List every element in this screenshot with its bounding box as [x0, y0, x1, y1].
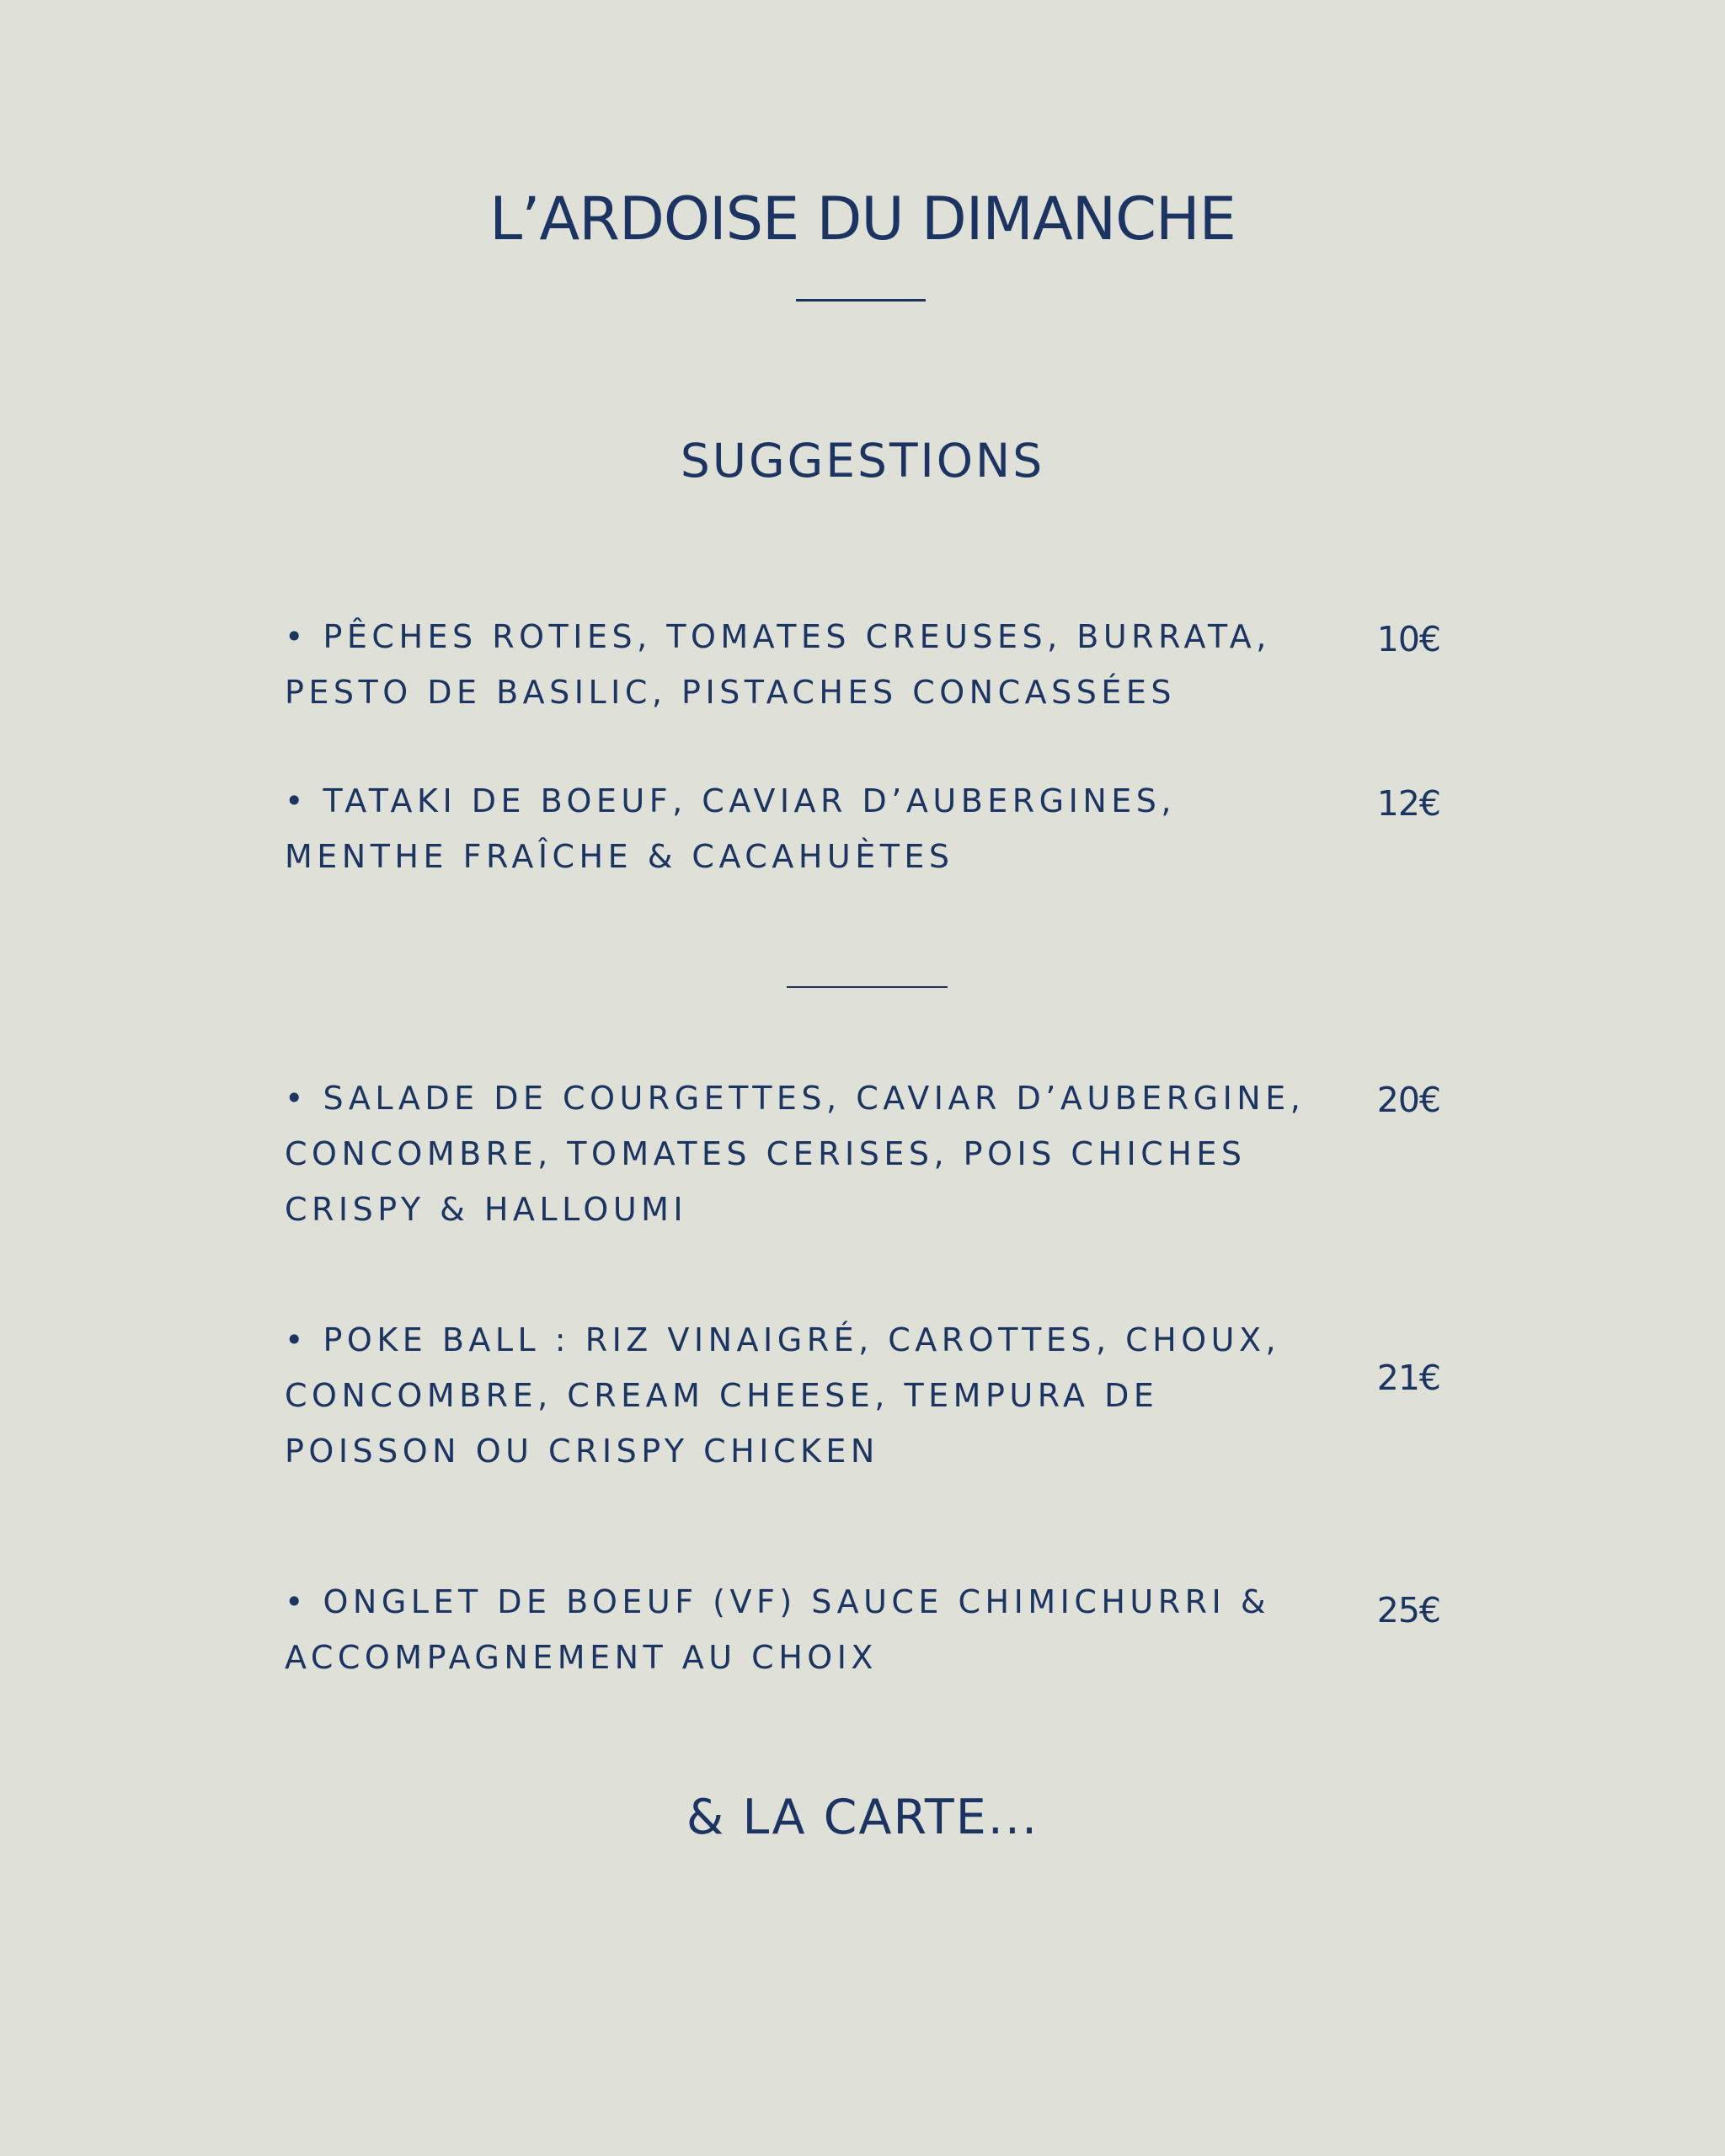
menu-item-line: • POKE BALL : RIZ VINAIGRÉ, CAROTTES, CHOUX,: [285, 1321, 1281, 1358]
section-divider: [787, 986, 948, 988]
section-heading: SUGGESTIONS: [680, 434, 1045, 488]
menu-item-description: [285, 773, 1321, 884]
menu-item-description: [285, 1574, 1321, 1685]
menu-item-description: [285, 609, 1321, 720]
menu-item-line: • TATAKI DE BOEUF, CAVIAR D’AUBERGINES,: [285, 782, 1176, 819]
menu-item-price: 12€: [1376, 783, 1440, 824]
menu-item-line: • PÊCHES ROTIES, TOMATES CREUSES, BURRATA,: [285, 618, 1271, 655]
menu-item-price: 25€: [1376, 1590, 1440, 1630]
menu-item-line: ACCOMPAGNEMENT AU CHOIX: [285, 1639, 878, 1676]
menu-item-price: 10€: [1376, 619, 1440, 659]
menu-item-line: PESTO DE BASILIC, PISTACHES CONCASSÉES: [285, 674, 1176, 711]
menu-item-line: CONCOMBRE, CREAM CHEESE, TEMPURA DE: [285, 1377, 1159, 1414]
menu-item-price: 20€: [1376, 1080, 1440, 1120]
menu-item-description: [285, 1070, 1321, 1237]
footer-text: & LA CARTE...: [686, 1790, 1039, 1845]
menu-item-line: MENTHE FRAÎCHE & CACAHUÈTES: [285, 838, 954, 875]
menu-title: L’ARDOISE DU DIMANCHE: [489, 184, 1236, 253]
menu-item-line: CONCOMBRE, TOMATES CERISES, POIS CHICHES: [285, 1135, 1247, 1172]
menu-item-line: • ONGLET DE BOEUF (VF) SAUCE CHIMICHURRI &: [285, 1583, 1270, 1620]
menu-item-line: CRISPY & HALLOUMI: [285, 1191, 688, 1228]
menu-item-line: POISSON OU CRISPY CHICKEN: [285, 1433, 879, 1470]
menu-item-line: • SALADE DE COURGETTES, CAVIAR D’AUBERGINE,: [285, 1080, 1306, 1117]
menu-item-price: 21€: [1376, 1358, 1440, 1398]
menu-item-description: [285, 1312, 1321, 1479]
title-divider: [796, 299, 926, 302]
